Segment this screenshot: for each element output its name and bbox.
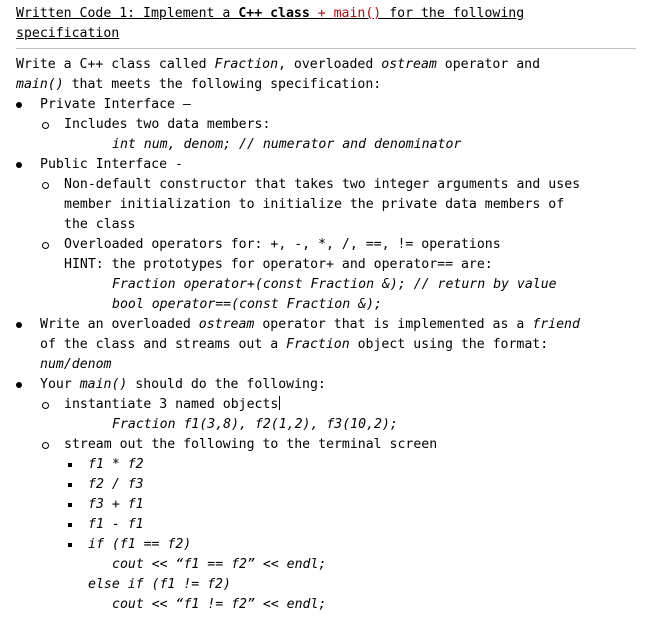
- circle-bullet-icon: [42, 182, 49, 189]
- else-body-code: cout << “f1 != f2” << endl;: [112, 597, 327, 612]
- list-item: f2 / f3: [16, 475, 636, 495]
- page-title: Written Code 1: Implement a C++ class + main() for the following specification: [16, 6, 525, 41]
- square-bullet-icon: [68, 543, 72, 547]
- else-if-code: else if (f1 != f2): [88, 577, 231, 592]
- list-item: f3 + f1: [16, 495, 636, 515]
- format-text: num/denom: [40, 357, 112, 372]
- if-body-code: cout << “f1 == f2” << endl;: [112, 557, 327, 572]
- circle-bullet-icon: [42, 442, 49, 449]
- circle-bullet-icon: [42, 122, 49, 129]
- instantiate-code: Fraction f1(3,8), f2(1,2), f3(10,2);: [112, 417, 398, 432]
- prototype-equals: bool operator==(const Fraction &);: [112, 297, 382, 312]
- bullet-icon: [16, 162, 22, 168]
- list-item: f1 * f2: [16, 455, 636, 475]
- square-bullet-icon: [68, 463, 72, 467]
- circle-bullet-icon: [42, 402, 49, 409]
- square-bullet-icon: [68, 503, 72, 507]
- circle-bullet-icon: [42, 242, 49, 249]
- private-members-code: int num, denom; // numerator and denominator: [112, 137, 462, 152]
- text-cursor: [279, 396, 280, 410]
- public-interface-heading: Public Interface -: [16, 155, 636, 175]
- constructor-item: Non-default constructor that takes two integer arguments and uses: [16, 175, 636, 195]
- bullet-icon: [16, 382, 22, 388]
- square-bullet-icon: [68, 483, 72, 487]
- title-main-keyword: main(): [333, 6, 382, 21]
- intro-line-2: main() that meets the following specification:: [16, 77, 382, 92]
- operators-item: Overloaded operators for: +, -, *, /, ==, != operations: [16, 235, 636, 255]
- document: Written Code 1: Implement a C++ class + main() for the following specification Write a C++ class called Fraction, overloaded ostream operator and main() that meets the following specification: Private Interface – Includes two data members: int num, denom; // numerator and denominator Public Interface - Non-default constructor that takes two integer arguments and uses member initialization to initialize the private data members of the class Overloaded operators for: +, -, *, /, ==, != operations HINT: the prototypes for operator+ and operator== are: Fraction operator+(const Fraction &); // return by value bool operator==(const Fraction &); Write an overloaded ostream operator that is implemented as a friend of the class and streams out a Fraction object using the format: num/denom Your main() should do the following: instantiate 3 named objects Fraction f1(3,8), f2(1,2), f3(10,2); stream out the following to the terminal screen f1 * f2 f2 / f3 f3 + f1 f1 - f1 if (f1 == f2) cout << “f1 == f2” << endl; else if (f1 != f2) cout << “f1 != f2” << endl;: [16, 4, 636, 615]
- instantiate-item: instantiate 3 named objects: [16, 395, 636, 415]
- title-class-keyword: C++ class: [238, 6, 310, 21]
- bullet-icon: [16, 102, 22, 108]
- ostream-item: Write an overloaded ostream operator that is implemented as a friend: [16, 315, 636, 335]
- bullet-icon: [16, 322, 22, 328]
- square-bullet-icon: [68, 523, 72, 527]
- intro-line-1: Write a C++ class called Fraction, overloaded ostream operator and: [16, 57, 541, 72]
- private-item: Includes two data members:: [16, 115, 636, 135]
- list-item: f1 - f1: [16, 515, 636, 535]
- list-item: if (f1 == f2): [16, 535, 636, 555]
- hint-text: HINT: the prototypes for operator+ and operator== are:: [64, 257, 493, 272]
- title-divider: [16, 48, 636, 49]
- prototype-plus: Fraction operator+(const Fraction &); // return by value: [112, 277, 557, 292]
- main-item: Your main() should do the following:: [16, 375, 636, 395]
- private-interface-heading: Private Interface –: [16, 95, 636, 115]
- stream-item: stream out the following to the terminal screen: [16, 435, 636, 455]
